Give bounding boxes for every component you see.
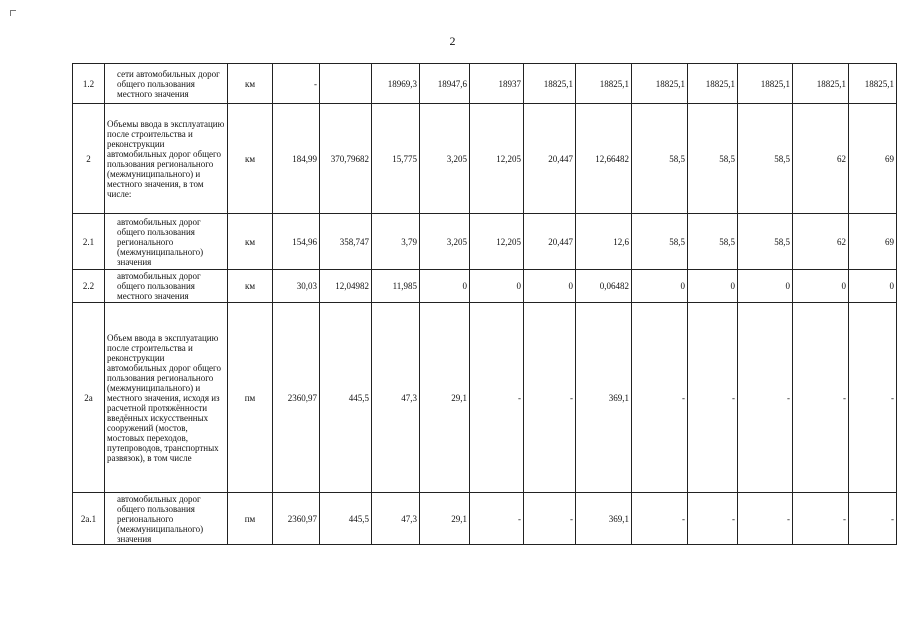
- value-cell: 58,5: [688, 214, 738, 270]
- indicator-name: Объемы ввода в эксплуатацию после строительства и реконструкции автомобильных дорог общего пользования регионального (межмуниципального) и местного значения, в том числе:: [107, 118, 225, 199]
- row-number: 1.2: [73, 64, 105, 104]
- unit-of-measure: км: [228, 270, 273, 303]
- value-cell: -: [849, 303, 897, 493]
- value-cell: 12,205: [470, 104, 524, 214]
- value-cell: 58,5: [738, 214, 793, 270]
- indicator-name-cell: [105, 104, 228, 214]
- value-cell: -: [849, 493, 897, 545]
- row-number: 2.1: [73, 214, 105, 270]
- value-cell: 18825,1: [688, 64, 738, 104]
- value-cell: 47,3: [372, 493, 420, 545]
- value-cell: 18947,6: [420, 64, 470, 104]
- value-cell: 0: [849, 270, 897, 303]
- value-cell: 3,205: [420, 104, 470, 214]
- unit-of-measure: км: [228, 64, 273, 104]
- unit-of-measure: пм: [228, 493, 273, 545]
- indicator-name-cell: [105, 303, 228, 493]
- value-cell: 18825,1: [632, 64, 688, 104]
- value-cell: 3,79: [372, 214, 420, 270]
- value-cell: 18825,1: [524, 64, 576, 104]
- value-cell: 11,985: [372, 270, 420, 303]
- indicators-table: [72, 63, 897, 545]
- value-cell: 15,775: [372, 104, 420, 214]
- table-row: [73, 104, 897, 214]
- value-cell: -: [470, 493, 524, 545]
- indicator-name-cell: [105, 64, 228, 104]
- unit-of-measure: км: [228, 214, 273, 270]
- value-cell: 184,99: [273, 104, 320, 214]
- value-cell: 0: [632, 270, 688, 303]
- value-cell: 358,747: [320, 214, 372, 270]
- value-cell: 69: [849, 214, 897, 270]
- value-cell: -: [470, 303, 524, 493]
- value-cell: 0: [793, 270, 849, 303]
- row-number: 2.2: [73, 270, 105, 303]
- value-cell: 29,1: [420, 493, 470, 545]
- indicator-name: автомобильных дорог общего пользования регионального (межмуниципального) значения: [117, 493, 204, 544]
- value-cell: 58,5: [738, 104, 793, 214]
- value-cell: -: [688, 493, 738, 545]
- value-cell: 0: [470, 270, 524, 303]
- value-cell: 69: [849, 104, 897, 214]
- value-cell: 0: [738, 270, 793, 303]
- indicator-name: автомобильных дорог общего пользования местного значения: [117, 271, 201, 301]
- value-cell: 370,79682: [320, 104, 372, 214]
- value-cell: 58,5: [688, 104, 738, 214]
- value-cell: 18825,1: [576, 64, 632, 104]
- indicator-name-cell: [105, 270, 228, 303]
- value-cell: -: [632, 493, 688, 545]
- unit-of-measure: км: [228, 104, 273, 214]
- indicator-name: сети автомобильных дорог общего пользования местного значения: [117, 68, 220, 99]
- row-number: 2: [73, 104, 105, 214]
- indicator-name-cell: [105, 214, 228, 270]
- table-row: [73, 214, 897, 270]
- value-cell: 2360,97: [273, 493, 320, 545]
- value-cell: 18825,1: [793, 64, 849, 104]
- value-cell: -: [688, 303, 738, 493]
- value-cell: 12,04982: [320, 270, 372, 303]
- value-cell: 154,96: [273, 214, 320, 270]
- value-cell: 18969,3: [372, 64, 420, 104]
- value-cell: 0: [688, 270, 738, 303]
- value-cell: 18825,1: [738, 64, 793, 104]
- value-cell: -: [524, 303, 576, 493]
- value-cell: 445,5: [320, 303, 372, 493]
- value-cell: 12,205: [470, 214, 524, 270]
- value-cell: -: [793, 493, 849, 545]
- value-cell: -: [793, 303, 849, 493]
- value-cell: 58,5: [632, 214, 688, 270]
- table-row: [73, 270, 897, 303]
- value-cell: 18937: [470, 64, 524, 104]
- value-cell: -: [738, 303, 793, 493]
- table-row: [73, 303, 897, 493]
- scan-corner-mark: [10, 10, 16, 16]
- value-cell: [320, 64, 372, 104]
- value-cell: -: [632, 303, 688, 493]
- value-cell: 47,3: [372, 303, 420, 493]
- value-cell: 369,1: [576, 493, 632, 545]
- value-cell: 30,03: [273, 270, 320, 303]
- value-cell: 0: [524, 270, 576, 303]
- indicator-name: автомобильных дорог общего пользования регионального (межмуниципального) значения: [117, 216, 204, 267]
- value-cell: 0,06482: [576, 270, 632, 303]
- value-cell: -: [738, 493, 793, 545]
- value-cell: 12,66482: [576, 104, 632, 214]
- row-number: 2а: [73, 303, 105, 493]
- table-row: [73, 64, 897, 104]
- value-cell: 12,6: [576, 214, 632, 270]
- table-row: [73, 493, 897, 545]
- value-cell: 29,1: [420, 303, 470, 493]
- value-cell: -: [524, 493, 576, 545]
- value-cell: -: [273, 64, 320, 104]
- value-cell: 369,1: [576, 303, 632, 493]
- row-number: 2а.1: [73, 493, 105, 545]
- page-number: 2: [449, 34, 456, 48]
- value-cell: 445,5: [320, 493, 372, 545]
- value-cell: 62: [793, 104, 849, 214]
- value-cell: 62: [793, 214, 849, 270]
- indicator-name: Объем ввода в эксплуатацию после строительства и реконструкции автомобильных дорог общего пользования регионального (межмуниципального) и местного значения, исходя из расчетной протяжённости введённых искусственных сооружений (мостов, мостовых переходов, путепроводов, транспортных развязок), в том числе: [107, 332, 221, 463]
- value-cell: 0: [420, 270, 470, 303]
- value-cell: 58,5: [632, 104, 688, 214]
- value-cell: 18825,1: [849, 64, 897, 104]
- value-cell: 20,447: [524, 104, 576, 214]
- value-cell: 20,447: [524, 214, 576, 270]
- value-cell: 3,205: [420, 214, 470, 270]
- indicator-name-cell: [105, 493, 228, 545]
- value-cell: 2360,97: [273, 303, 320, 493]
- unit-of-measure: пм: [228, 303, 273, 493]
